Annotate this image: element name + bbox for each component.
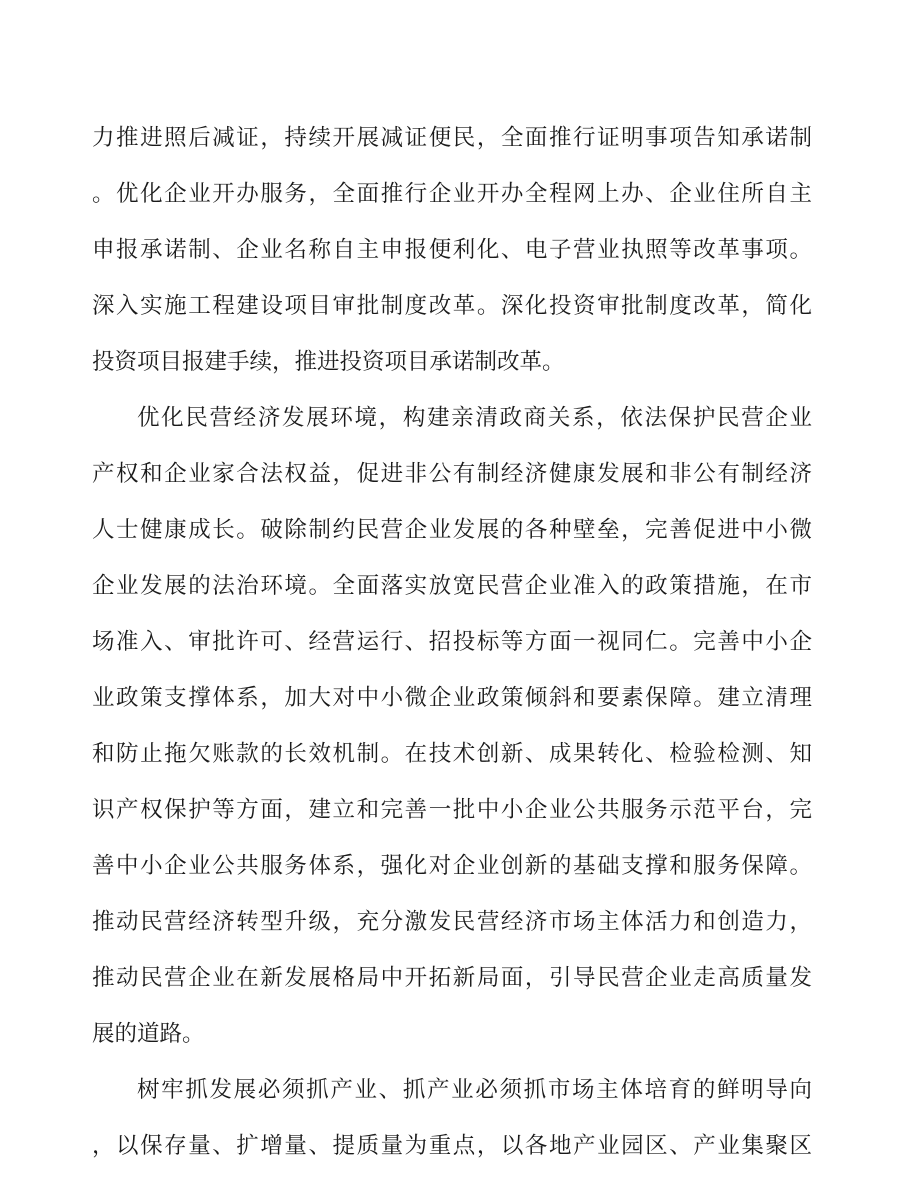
text-line-14: 善中小企业公共服务体系，强化对企业创新的基础支撑和服务保障。 [92, 853, 812, 879]
text-line-17: 展的道路。 [92, 1021, 205, 1047]
text-line-10: 场准入、审批许可、经营运行、招投标等方面一视同仁。完善中小企 [92, 629, 812, 655]
paragraph-3-line-1: 树牢抓发展必须抓产业、抓产业必须抓市场主体培育的鲜明导向 [137, 1077, 812, 1103]
text-line-7: 产权和企业家合法权益，促进非公有制经济健康发展和非公有制经济 [92, 461, 812, 487]
text-line-13: 识产权保护等方面，建立和完善一批中小企业公共服务示范平台，完 [92, 797, 812, 823]
text-line-1: 力推进照后减证，持续开展减证便民，全面推行证明事项告知承诺制 [92, 125, 812, 151]
text-line-16: 推动民营企业在新发展格局中开拓新局面，引导民营企业走高质量发 [92, 965, 812, 991]
text-line-9: 企业发展的法治环境。全面落实放宽民营企业准入的政策措施，在市 [92, 573, 812, 599]
text-line-3: 申报承诺制、企业名称自主申报便利化、电子营业执照等改革事项。 [92, 237, 812, 263]
text-line-4: 深入实施工程建设项目审批制度改革。深化投资审批制度改革，简化 [92, 293, 812, 319]
text-line-12: 和防止拖欠账款的长效机制。在技术创新、成果转化、检验检测、知 [92, 741, 812, 767]
text-line-8: 人士健康成长。破除制约民营企业发展的各种壁垒，完善促进中小微 [92, 517, 812, 543]
text-line-5: 投资项目报建手续，推进投资项目承诺制改革。 [92, 349, 565, 375]
text-line-2: 。优化企业开办服务，全面推行企业开办全程网上办、企业住所自主 [92, 181, 812, 207]
text-line-15: 推动民营经济转型升级，充分激发民营经济市场主体活力和创造力， [92, 909, 812, 935]
paragraph-2-line-1: 优化民营经济发展环境，构建亲清政商关系，依法保护民营企业 [137, 405, 812, 431]
text-line-11: 业政策支撑体系，加大对中小微企业政策倾斜和要素保障。建立清理 [92, 685, 812, 711]
text-line-19: ，以保存量、扩增量、提质量为重点，以各地产业园区、产业集聚区 [92, 1133, 812, 1159]
